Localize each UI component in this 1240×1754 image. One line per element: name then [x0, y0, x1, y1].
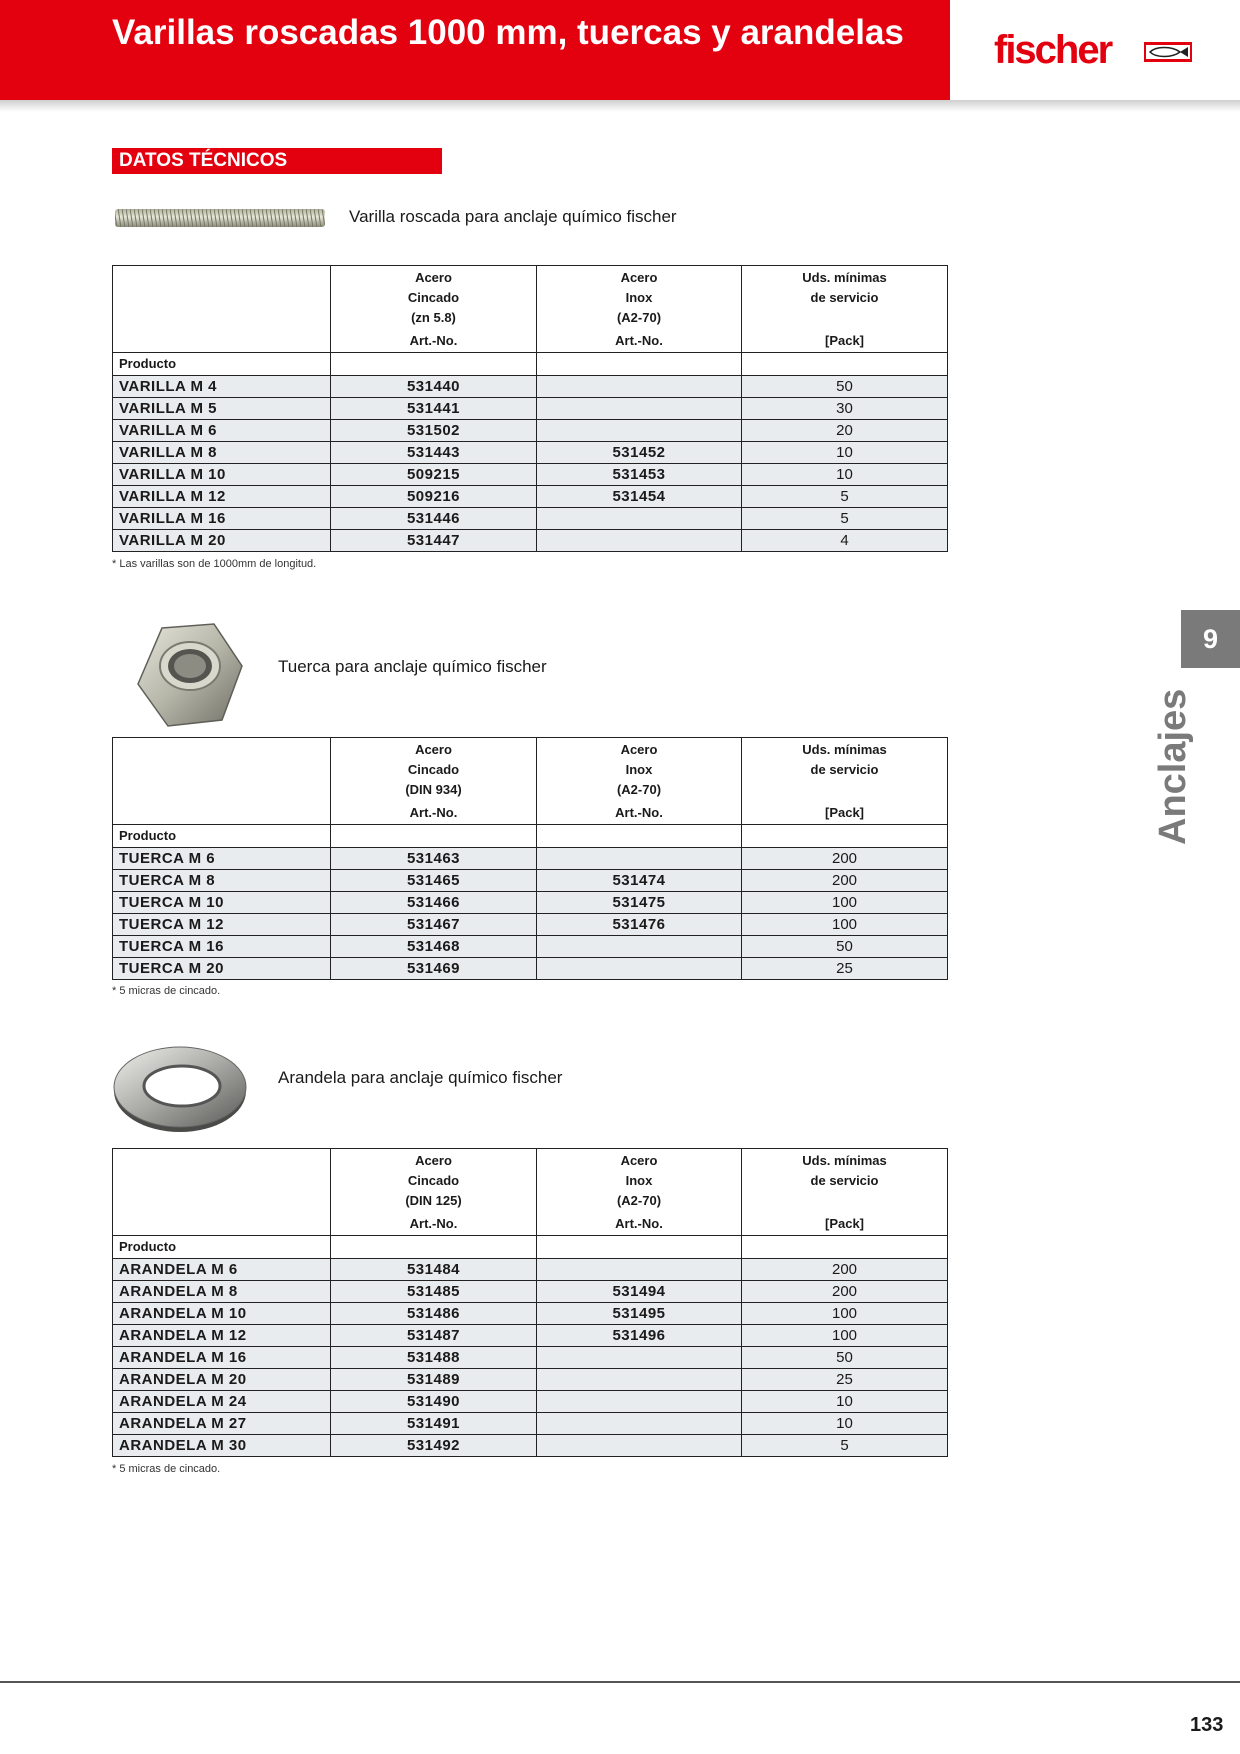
header-zinc: Acero Cincado (zn 5.8) Art.-No. [331, 266, 537, 353]
table-row: TUERCA M 16 531468 50 [113, 936, 948, 958]
header-blank [113, 1149, 331, 1236]
rod-table [112, 265, 948, 552]
fish-logo-icon [1144, 42, 1192, 62]
product-header: Producto [113, 825, 331, 848]
nut-table [112, 737, 948, 980]
table-row: ARANDELA M 12 531487 531496 100 [113, 1325, 948, 1347]
product-caption: Varilla roscada para anclaje químico fischer [349, 207, 677, 226]
table-row: TUERCA M 20 531469 25 [113, 958, 948, 980]
product-caption: Arandela para anclaje químico fischer [278, 1068, 563, 1087]
table-note: * 5 micras de cincado. [112, 985, 221, 997]
table-note: * 5 micras de cincado. [112, 1463, 221, 1475]
table-row: TUERCA M 12 531467 531476 100 [113, 914, 948, 936]
table-row: VARILLA M 16 531446 5 [113, 508, 948, 530]
table-row: ARANDELA M 10 531486 531495 100 [113, 1303, 948, 1325]
page-title: Varillas roscadas 1000 mm, tuercas y arandelas [112, 13, 904, 52]
table-row: VARILLA M 8 531443 531452 10 [113, 442, 948, 464]
header-pack: Uds. mínimas de servicio [Pack] [742, 266, 948, 353]
threaded-rod-image [114, 206, 326, 230]
product-caption: Tuerca para anclaje químico fischer [278, 657, 547, 676]
table-row: ARANDELA M 8 531485 531494 200 [113, 1281, 948, 1303]
product-header: Producto [113, 1236, 331, 1259]
washer-image [112, 1044, 248, 1134]
table-row: ARANDELA M 27 531491 10 [113, 1413, 948, 1435]
brand-logo [994, 26, 1204, 74]
header-pack: Uds. mínimas de servicio [Pack] [742, 1149, 948, 1236]
product-header: Producto [113, 353, 331, 376]
header-inox: Acero Inox (A2-70) Art.-No. [537, 266, 742, 353]
header-zinc: Acero Cincado (DIN 934) Art.-No. [331, 738, 537, 825]
table-row: TUERCA M 8 531465 531474 200 [113, 870, 948, 892]
table-row: ARANDELA M 20 531489 25 [113, 1369, 948, 1391]
table-row: ARANDELA M 24 531490 10 [113, 1391, 948, 1413]
header-blank [113, 266, 331, 353]
table-row: ARANDELA M 30 531492 5 [113, 1435, 948, 1457]
section-label: DATOS TÉCNICOS [112, 148, 442, 174]
table-row: VARILLA M 6 531502 20 [113, 420, 948, 442]
table-row: ARANDELA M 16 531488 50 [113, 1347, 948, 1369]
table-row: TUERCA M 10 531466 531475 100 [113, 892, 948, 914]
table-row: VARILLA M 4 531440 50 [113, 376, 948, 398]
header-blank [113, 738, 331, 825]
page-number: 133 [1190, 1714, 1224, 1736]
footer-divider [0, 1681, 1240, 1683]
washer-table [112, 1148, 948, 1457]
table-note: * Las varillas son de 1000mm de longitud. [112, 558, 317, 570]
table-row: TUERCA M 6 531463 200 [113, 848, 948, 870]
chapter-title: Anclajes [1152, 688, 1194, 845]
hex-nut-image [132, 622, 247, 730]
header-pack: Uds. mínimas de servicio [Pack] [742, 738, 948, 825]
header-inox: Acero Inox (A2-70) Art.-No. [537, 738, 742, 825]
table-row: VARILLA M 20 531447 4 [113, 530, 948, 552]
table-row: VARILLA M 5 531441 30 [113, 398, 948, 420]
table-row: VARILLA M 10 509215 531453 10 [113, 464, 948, 486]
header-zinc: Acero Cincado (DIN 125) Art.-No. [331, 1149, 537, 1236]
brand-name: fischer [994, 28, 1112, 72]
table-row: ARANDELA M 6 531484 200 [113, 1259, 948, 1281]
table-row: VARILLA M 12 509216 531454 5 [113, 486, 948, 508]
header-inox: Acero Inox (A2-70) Art.-No. [537, 1149, 742, 1236]
chapter-tab: 9 [1181, 610, 1240, 668]
header-shadow [0, 100, 1240, 112]
